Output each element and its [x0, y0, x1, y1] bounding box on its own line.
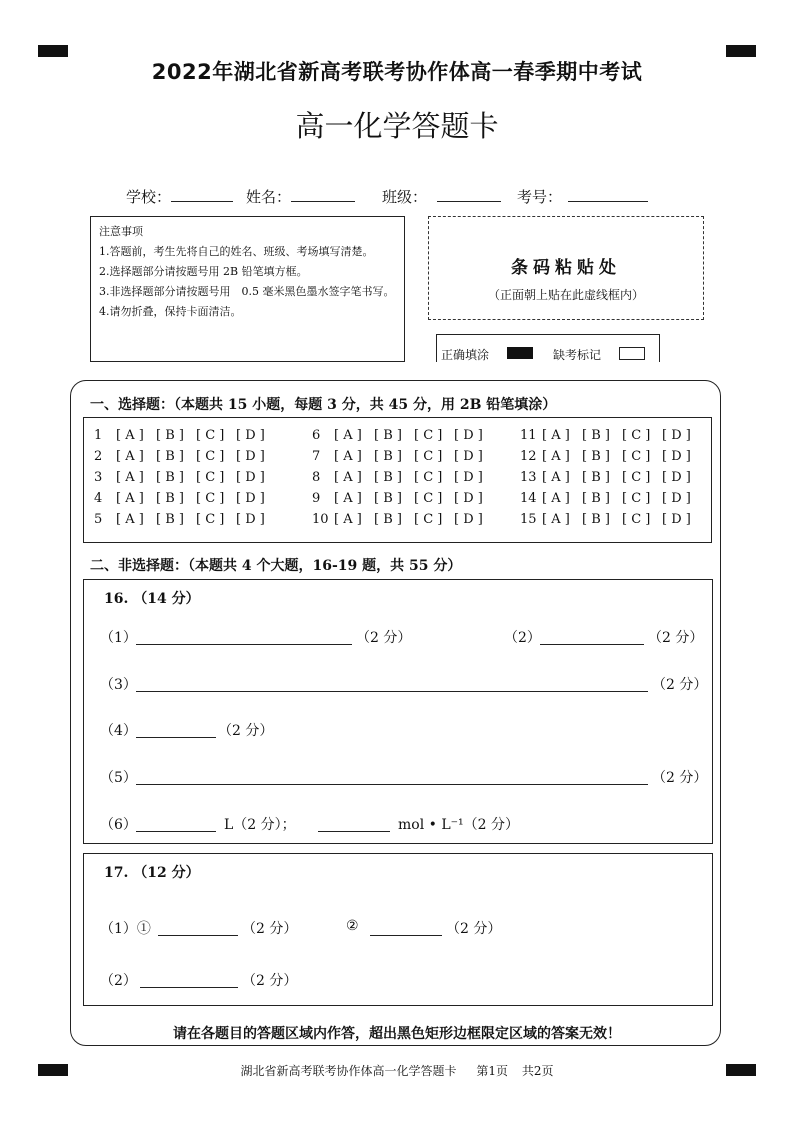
choice-option-bubble[interactable]: [ A ]: [334, 428, 362, 443]
choice-option-bubble[interactable]: [ B ]: [156, 449, 184, 464]
choice-option-bubble[interactable]: [ A ]: [542, 512, 570, 527]
choice-option-bubble[interactable]: [ D ]: [236, 491, 265, 506]
choice-option-bubble[interactable]: [ A ]: [542, 449, 570, 464]
answer-area-warning: 请在各题目的答题区域内作答，超出黑色矩形边框限定区域的答案无效！: [173, 1026, 621, 1042]
q16-part6-mid: L（2 分）；: [224, 817, 296, 833]
q16-part6-answer-line-1[interactable]: [136, 831, 216, 832]
choice-option-bubble[interactable]: [ C ]: [196, 512, 225, 527]
correct-fill-label: 正确填涂: [441, 348, 490, 362]
choice-option-bubble[interactable]: [ D ]: [454, 470, 483, 485]
choice-option-bubble[interactable]: [ D ]: [236, 428, 265, 443]
choice-option-bubble[interactable]: [ B ]: [374, 491, 402, 506]
q16-part5-score: （2 分）: [652, 770, 708, 786]
choice-option-bubble[interactable]: [ D ]: [454, 428, 483, 443]
choice-option-bubble[interactable]: [ A ]: [116, 491, 144, 506]
q16-part3-score: （2 分）: [652, 677, 708, 693]
choice-option-bubble[interactable]: [ C ]: [622, 491, 651, 506]
choice-option-bubble[interactable]: [ B ]: [156, 428, 184, 443]
notice-item: 4.请勿折叠，保持卡面清洁。: [99, 305, 242, 318]
choice-option-bubble[interactable]: [ A ]: [334, 470, 362, 485]
choice-option-bubble[interactable]: [ C ]: [196, 428, 225, 443]
q16-part6-label: （6）: [100, 817, 137, 833]
q16-part6-end: mol • L⁻¹（2 分）: [398, 817, 519, 833]
class-label: 班级：: [382, 188, 428, 206]
choice-option-bubble[interactable]: [ A ]: [116, 512, 144, 527]
question-17-title: 17. （12 分）: [104, 865, 200, 881]
barcode-hint: （正面朝上贴在此虚线框内）: [487, 288, 644, 302]
choice-option-bubble[interactable]: [ D ]: [236, 470, 265, 485]
q17-part2-answer-line[interactable]: [140, 987, 238, 988]
choice-option-bubble[interactable]: [ D ]: [454, 491, 483, 506]
choice-question-number: 5: [94, 512, 103, 527]
choice-option-bubble[interactable]: [ C ]: [414, 512, 443, 527]
choice-option-bubble[interactable]: [ D ]: [236, 512, 265, 527]
choice-option-bubble[interactable]: [ B ]: [582, 428, 610, 443]
choice-option-bubble[interactable]: [ A ]: [542, 428, 570, 443]
class-blank[interactable]: [437, 186, 501, 202]
name-label: 姓名：: [246, 188, 292, 206]
choice-option-bubble[interactable]: [ A ]: [334, 491, 362, 506]
exam-number-label: 考号：: [517, 188, 563, 206]
notice-title: 注意事项: [99, 225, 143, 238]
choice-option-bubble[interactable]: [ B ]: [582, 512, 610, 527]
choice-option-bubble[interactable]: [ A ]: [116, 449, 144, 464]
question-17-box: [83, 853, 713, 1006]
q17-part1b-score: （2 分）: [446, 921, 502, 937]
choice-option-bubble[interactable]: [ A ]: [542, 470, 570, 485]
q17-part1a-answer-line[interactable]: [158, 935, 238, 936]
choice-question-number: 2: [94, 449, 103, 464]
choice-question-number: 14: [520, 491, 537, 506]
q16-part5-label: （5）: [100, 770, 137, 786]
class-field[interactable]: [382, 186, 501, 207]
choice-option-bubble[interactable]: [ C ]: [414, 449, 443, 464]
choice-option-bubble[interactable]: [ C ]: [414, 491, 443, 506]
fill-legend: [436, 334, 660, 362]
choice-question-row: [84, 512, 711, 532]
choice-option-bubble[interactable]: [ C ]: [622, 449, 651, 464]
choice-option-bubble[interactable]: [ B ]: [156, 512, 184, 527]
exam-number-field[interactable]: [517, 186, 648, 207]
q17-part2-label: （2）: [100, 973, 137, 989]
choice-question-number: 7: [312, 449, 321, 464]
footer-text: 湖北省新高考联考协作体高一化学答题卡: [240, 1064, 457, 1078]
q17-part1a-score: （2 分）: [242, 921, 298, 937]
choice-option-bubble[interactable]: [ A ]: [542, 491, 570, 506]
q16-part3-label: （3）: [100, 677, 137, 693]
section2-heading: 二、非选择题：（本题共 4 个大题，16-19 题，共 55 分）: [90, 558, 462, 574]
choice-option-bubble[interactable]: [ A ]: [116, 428, 144, 443]
choice-option-bubble[interactable]: [ C ]: [622, 512, 651, 527]
name-blank[interactable]: [291, 186, 355, 202]
choice-question-number: 11: [520, 428, 537, 443]
q16-part6-answer-line-2[interactable]: [318, 831, 390, 832]
q16-part4-label: （4）: [100, 723, 137, 739]
choice-option-bubble[interactable]: [ D ]: [662, 428, 691, 443]
choice-question-number: 4: [94, 491, 103, 506]
choice-question-row: [84, 491, 711, 511]
choice-option-bubble[interactable]: [ B ]: [374, 428, 402, 443]
choice-option-bubble[interactable]: [ D ]: [662, 449, 691, 464]
choice-option-bubble[interactable]: [ C ]: [622, 470, 651, 485]
school-field[interactable]: [126, 186, 233, 207]
question-16-title: 16. （14 分）: [104, 591, 200, 607]
choice-question-number: 9: [312, 491, 321, 506]
choice-option-bubble[interactable]: [ B ]: [582, 449, 610, 464]
name-field[interactable]: [246, 186, 355, 207]
choice-option-bubble[interactable]: [ D ]: [662, 470, 691, 485]
q17-part1b-answer-line[interactable]: [370, 935, 442, 936]
choice-option-bubble[interactable]: [ B ]: [374, 449, 402, 464]
footer-total: 共2页: [521, 1064, 554, 1078]
choice-question-number: 13: [520, 470, 537, 485]
q16-part1-answer-line[interactable]: [136, 644, 352, 645]
choice-option-bubble[interactable]: [ D ]: [236, 449, 265, 464]
notice-item: 3.非选择题部分请按题号用 0.5 毫米黑色墨水签字笔书写。: [99, 285, 395, 298]
q16-part1-label: （1）: [100, 630, 137, 646]
choice-question-row: [84, 470, 711, 490]
q16-part3-answer-line[interactable]: [136, 691, 648, 692]
choice-question-number: 3: [94, 470, 103, 485]
choice-option-bubble[interactable]: [ D ]: [454, 449, 483, 464]
choice-option-bubble[interactable]: [ D ]: [454, 512, 483, 527]
notice-box: [90, 216, 405, 362]
question-16-box: [83, 579, 713, 844]
q16-part4-score: （2 分）: [218, 723, 274, 739]
correct-fill-sample: [507, 347, 533, 359]
exam-title: 2022年湖北省新高考联考协作体高一春季期中考试: [151, 60, 643, 84]
exam-number-blank[interactable]: [568, 186, 648, 202]
section1-heading: 一、选择题：（本题共 15 小题，每题 3 分，共 45 分，用 2B 铅笔填涂）: [90, 397, 557, 413]
choice-option-bubble[interactable]: [ D ]: [662, 512, 691, 527]
choice-question-number: 1: [94, 428, 103, 443]
q16-part2-score: （2 分）: [648, 630, 704, 646]
choice-option-bubble[interactable]: [ B ]: [582, 491, 610, 506]
footer-page: 第1页: [476, 1064, 508, 1078]
choice-option-bubble[interactable]: [ B ]: [374, 512, 402, 527]
absent-mark-label: 缺考标记: [553, 348, 602, 362]
choice-question-number: 6: [312, 428, 321, 443]
choice-question-number: 10: [312, 512, 329, 527]
q17-part1b-label: ②: [346, 918, 359, 934]
choice-option-bubble[interactable]: [ C ]: [196, 491, 225, 506]
q17-part2-score: （2 分）: [242, 973, 298, 989]
choice-option-bubble[interactable]: [ B ]: [156, 491, 184, 506]
card-title: 高一化学答题卡: [295, 109, 499, 143]
choice-option-bubble[interactable]: [ C ]: [196, 470, 225, 485]
school-label: 学校：: [126, 188, 172, 206]
choice-option-bubble[interactable]: [ C ]: [622, 428, 651, 443]
barcode-area: [428, 216, 704, 320]
choice-option-bubble[interactable]: [ C ]: [414, 470, 443, 485]
choice-option-bubble[interactable]: [ A ]: [334, 512, 362, 527]
choice-question-number: 8: [312, 470, 321, 485]
choice-option-bubble[interactable]: [ C ]: [196, 449, 225, 464]
school-blank[interactable]: [171, 186, 233, 202]
multiple-choice-grid: [83, 417, 712, 543]
choice-option-bubble[interactable]: [ D ]: [662, 491, 691, 506]
choice-option-bubble[interactable]: [ A ]: [334, 449, 362, 464]
q17-part1-label: （1）①: [100, 921, 151, 937]
q16-part5-answer-line[interactable]: [136, 784, 648, 785]
choice-option-bubble[interactable]: [ B ]: [156, 470, 184, 485]
choice-question-row: [84, 428, 711, 448]
choice-question-number: 15: [520, 512, 537, 527]
q16-part2-answer-line[interactable]: [540, 644, 644, 645]
notice-item: 2.选择题部分请按题号用 2B 铅笔填方框。: [99, 265, 308, 278]
choice-option-bubble[interactable]: [ A ]: [116, 470, 144, 485]
page-footer: [0, 1062, 794, 1079]
absent-mark-checkbox[interactable]: [619, 347, 645, 360]
choice-option-bubble[interactable]: [ C ]: [414, 428, 443, 443]
choice-option-bubble[interactable]: [ B ]: [374, 470, 402, 485]
q16-part2-label: （2）: [504, 630, 541, 646]
barcode-title: 条码粘贴处: [511, 258, 621, 278]
q16-part1-score: （2 分）: [356, 630, 412, 646]
q16-part4-answer-line[interactable]: [136, 737, 216, 738]
choice-question-number: 12: [520, 449, 537, 464]
notice-item: 1.答题前，考生先将自己的姓名、班级、考场填写清楚。: [99, 245, 374, 258]
choice-question-row: [84, 449, 711, 469]
choice-option-bubble[interactable]: [ B ]: [582, 470, 610, 485]
